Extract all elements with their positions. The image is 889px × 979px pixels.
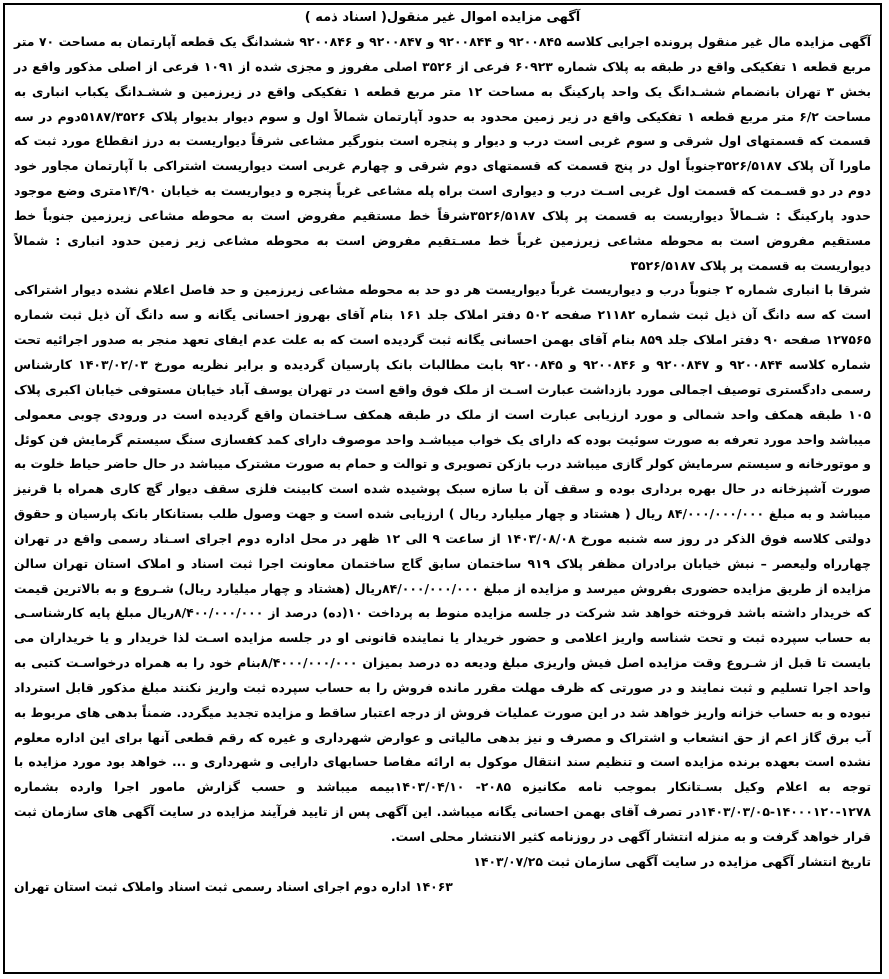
- notice-paragraph-2: شرقا با انباری شماره ۲ جنوباً درب و دیواریست غرباً دیواریست هر دو حد به محوطه مشاعی زیرزمین و حد فاصل اعلام نشده دیوار اشتراکی است که سه دانگ آن ذیل ثبت شماره ۲۱۱۸۲ صفحه ۵۰۲ دفتر املاک جلد ۱۶۱ بنام آقای بهروز احسانی یگانه و سه دانگ آن ذیل ثبت شماره ۱۲۷۵۶۵ صفحه ۹۰ دفتر املاک جلد ۸۵۹ بنام آقای بهمن احسانی یگانه ثبت گردیده است که به علت عدم ایفای تعهد منجر به صدور اجرائیه تحت شماره کلاسه ۹۲۰۰۸۴۴ و ۹۲۰۰۸۴۷ و ۹۲۰۰۸۴۶ و ۹۲۰۰۸۴۵ بابت مطالبات بانک پارسیان گردیده و برابر نظریه مورخ ۱۴۰۳/۰۲/۰۳ کارشناس رسمی دادگستری توصیف اجمالی مورد بازداشت عبارت اسـت از ملک فوق واقع است در تهران یوسف آباد خیابان مستوفی خیابان اکبری پلاک ۱۰۵ طبقه همکف واحد شمالی و مورد ارزیابی عبارت است از ملک در طبقه همکف سـاختمان واقع گردیده است در ورودی چوبی معمولی میباشد واحد مورد تعرفه به صورت سوئیت بوده که دارای یک خواب میباشـد واحد موصوف دارای کمد کفسازی سنگ سیستم گرمایش فن کوئل و موتورخانه و سیستم سرمایش کولر گازی میباشد درب بازکن تصویری و توالت و حمام به صورت مشترک میباشد در حال حاضر حیاط خلوت به صورت آشپزخانه در حال بهره برداری بوده و سقف آن با سازه سبک پوشیده شده است کابینت فلزی سقف دیوار گچ کاری همراه با قرنیز میباشد و به مبلغ ۸۴/۰۰۰/۰۰۰/۰۰۰ ریال ( هشتاد و چهار میلیارد ریال ) ارزیابی شده است و جهت وصول طلب بستانکار بانک پارسیان و حقوق دولتی کلاسه فوق الذکر در روز سه شنبه مورخ ۱۴۰۳/۰۸/۰۸ از ساعت ۹ الی ۱۲ ظهر در محل اداره دوم اجرای اسـناد رسمی واقع در تهران چهارراه ولیعصر – نبش خیابان برادران مظفر پلاک ۹۱۹ ساختمان سابق گاج ساختمان معاونت اجرا ثبت اسناد و املاک استان تهران سالن مزایده از طریق مزایده حضوری بفروش میرسد و مزایده از مبلغ ۸۴/۰۰۰/۰۰۰/۰۰۰ریال (هشتاد و چهار میلیارد ریال) شـروع و به بالاترین قیمت که خریدار داشته باشد فروخته خواهد شد شرکت در جلسه مزایده منوط به پرداخت ۱۰(ده) درصد از ۸/۴۰۰/۰۰۰/۰۰۰ریال مبلغ پایه کارشناسـی به حساب سپرده ثبت و تحت شناسه واریز اعلامی و حضور خریدار یا نماینده قانونی او در جلسه مزایده اسـت لذا خریدار و یا خریداران می بایست تا قبل از شـروع وقت مزایده اصل فیش واریزی مبلغ ودیعه ده درصد بمیزان ۸/۴۰۰۰/۰۰۰/۰۰۰بنام خود را به همراه درخواسـت کتبی به واحد اجرا تسلیم و ثبت نمایند و در صورتی که ظرف مهلت مقرر مانده فروش را به حساب سپرده ثبت واریز نکنند مبلغ مذکور قابل استرداد نبوده و به حساب خزانه واریز خواهد شد در این صورت عملیات فروش از درجه اعتبار ساقط و مزایده تجدید میگردد. ضمناً بدهی های مربوط به آب برق گاز اعم از حق انشعاب و اشتراک و مصرف و نیز بدهی مالیاتی و عوارض شهرداری و غیره که رقم قطعی آنها برای این اداره معلوم نشده است بعهده برنده مزایده است و تنظیم سند انتقال موکول به ارائه مفاصا حسابهای دارایی و شهرداری و ... خواهد بود مورد مزایده با توجه به اعلام وکیل بسـتانکار بموجب نامه مکانیزه ۲۰۸۵- ۱۴۰۳/۰۴/۱۰بیمه میباشد و حسب گزارش مامور اجرا وارده بشماره ۱۲۷۸-۱۴۰۰۰۱۲۰-۱۴۰۳/۰۳/۰۵در تصرف آقای بهمن احسانی یگانه میباشد. این آگهی پس از تایید فرآیند مزایده در سایت آگهی های سازمان ثبت قرار خواهد گرفت و به منزله انتشار آگهی در روزنامه کثیر الانتشار محلی است.: [14, 282, 872, 844]
- notice-paragraph-1: آگهی مزایده مال غیر منقول پرونده اجرایی کلاسه ۹۲۰۰۸۴۵ و ۹۲۰۰۸۴۴ و ۹۲۰۰۸۴۷ و ۹۲۰۰۸۴۶ ششدانگ یک قطعه آپارتمان به مساحت ۷۰ متر مربع قطعه ۱ تفکیکی واقع در طبقه به پلاک شماره ۶۰۹۲۳ فرعی از ۳۵۲۶ اصلی مفروز و مجزی شده از ۱۰۹۱ فرعی از اصلی مذکور واقع در بخش ۳ تهران بانضمام ششـدانگ یک واحد پارکینگ به مساحت ۱۲ متر مربع قطعه ۱ تفکیکی واقع در زیرزمین و ششـدانگ یکباب انباری به مساحت ۶/۲ متر مربع قطعه ۱ تفکیکی واقع در زیر زمین محدود به حدود آپارتمان شمالاً اول و سوم دیوار بدیوار پلاک ۵۱۸۷/۳۵۲۶دوم در سه قسمت که قسمتهای اول شرقی و سوم غربی است درب و دیوار و پنجره است بنورگیر مشاعی شرقاً دیواریست به درز انقطاع مورد ثبت که ماورا آن پلاک ۳۵۲۶/۵۱۸۷جنوباً اول در پنج قسمت که قسمتهای دوم شرقی و چهارم غربی است دیواریست اشتراکی با آپارتمان مجاور خود دوم در دو قسـمت که قسمت اول غربی اسـت درب و دیواری است براه پله مشاعی غرباً پنجره و دیواریست به خیابان ۱۴/۹۰متری وضع موجود حدود پارکینگ : شـمالاً دیواریست به قسمت پر پلاک ۳۵۲۶/۵۱۸۷شرقاً خط مستقیم مفروض است به محوطه مشاعی زیرزمین جنوباً خط مستقیم مفروض است به محوطه مشاعی زیرزمین غرباً خط مسـتقیم مفروض است به محوطه مشاعی زیر زمین حدود انباری : شمالاً دیواریست به قسمت پر پلاک ۳۵۲۶/۵۱۸۷: [14, 34, 872, 273]
- publish-date-line: تاریخ انتشار آگهی مزایده در سایت آگهی سازمان ثبت ۱۴۰۳/۰۷/۲۵: [473, 853, 871, 869]
- auction-notice: [3, 3, 882, 974]
- notice-body: [5, 5, 880, 900]
- notice-title: آگهی مزایده اموال غیر منقول( اسناد ذمه ): [304, 10, 581, 25]
- signature-line: ۱۴۰۶۳ اداره دوم اجرای اسناد رسمی ثبت اسناد واملاک ثبت استان تهران: [14, 878, 453, 894]
